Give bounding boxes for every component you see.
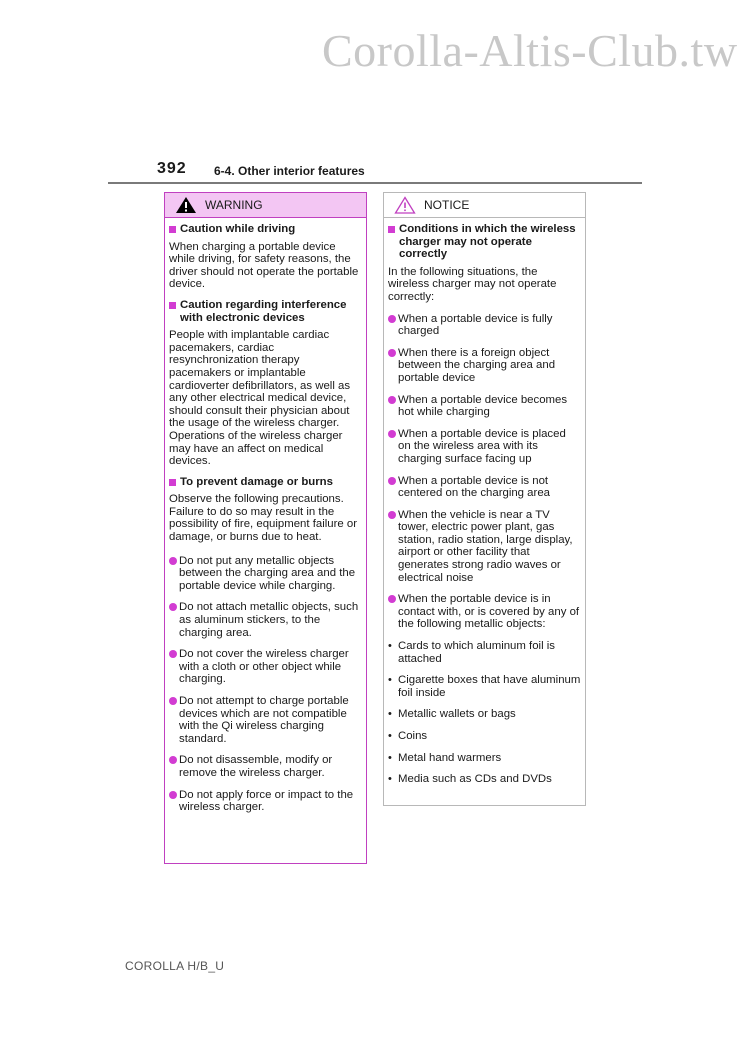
notice-intro: In the following situations, the wireless charger may not operate correctly: — [388, 265, 557, 303]
watermark: Corolla-Altis-Club.tw — [322, 25, 738, 76]
dot-bullet-icon — [388, 396, 396, 404]
warning-label: WARNING — [205, 198, 263, 212]
list-item: When the portable device is in contact with, or is covered by any of the following metallic objects: — [388, 593, 581, 631]
list-item: When the vehicle is near a TV tower, electric power plant, gas station, radio station, large display, airport or other facility that generates strong radio waves or electrical noise — [388, 509, 581, 585]
notice-triangle-icon — [394, 196, 416, 214]
warning-box — [164, 192, 367, 864]
sub-list-item: • Media such as CDs and DVDs — [388, 773, 552, 786]
sub-list-item: • Coins — [388, 730, 428, 742]
notice-subheading: Conditions in which the wireless charger may not operate correctly — [388, 223, 581, 261]
warning-paragraph: Observe the following precautions. — [169, 493, 344, 506]
notice-box — [383, 192, 586, 806]
dot-bullet-icon — [169, 557, 177, 565]
small-dot-bullet-icon: • — [388, 751, 392, 764]
square-bullet-icon — [169, 302, 176, 309]
warning-paragraph: Failure to do so may result in the possibility of fire, equipment failure or damage, or burns due to heat. — [169, 505, 358, 544]
dot-bullet-icon — [388, 315, 396, 323]
small-dot-bullet-icon: • — [388, 708, 392, 721]
notice-header — [384, 193, 585, 218]
dot-bullet-icon — [388, 477, 396, 485]
square-bullet-icon — [388, 226, 395, 233]
sub-list-item: • Cigarette boxes that have aluminum foil inside — [388, 674, 581, 699]
list-item: Do not cover the wireless charger with a cloth or other object while charging. — [169, 648, 362, 686]
warning-triangle-icon — [175, 196, 197, 214]
warning-paragraph: Operations of the wireless charger may have an affect on medical devices. — [169, 429, 343, 468]
dot-bullet-icon — [169, 603, 177, 611]
section-title: 6-4. Other interior features — [214, 164, 365, 178]
list-item: Do not attach metallic objects, such as aluminum stickers, to the charging area. — [169, 601, 362, 639]
list-item: Do not attempt to charge portable devices which are not compatible with the Qi wireless charging standard. — [169, 695, 362, 745]
warning-subheading: Caution while driving — [169, 223, 362, 236]
square-bullet-icon — [169, 226, 176, 233]
list-item: When a portable device is not centered on the charging area — [388, 475, 581, 500]
sub-list-item: • Metallic wallets or bags — [388, 708, 516, 721]
warning-header — [165, 193, 366, 218]
small-dot-bullet-icon: • — [388, 730, 392, 742]
dot-bullet-icon — [169, 756, 177, 764]
sub-list-item: • Metal hand warmers — [388, 751, 502, 764]
list-item: When a portable device is placed on the wireless area with its charging surface facing up — [388, 428, 581, 466]
dot-bullet-icon — [169, 791, 177, 799]
square-bullet-icon — [169, 479, 176, 486]
dot-bullet-icon — [388, 595, 396, 603]
dot-bullet-icon — [388, 349, 396, 357]
dot-bullet-icon — [169, 697, 177, 705]
warning-body — [165, 218, 366, 814]
warning-paragraph: When charging a portable device while driving, for safety reasons, the driver should not operate the portable device. — [169, 240, 359, 291]
list-item: When a portable device becomes hot while charging — [388, 394, 581, 419]
small-dot-bullet-icon: • — [388, 674, 392, 687]
footer-model-code: COROLLA H/B_U — [125, 959, 225, 973]
warning-subheading: To prevent damage or burns — [169, 476, 362, 489]
dot-bullet-icon — [388, 511, 396, 519]
notice-label: NOTICE — [424, 198, 470, 212]
warning-subheading: Caution regarding interference with electronic devices — [169, 299, 362, 324]
list-item: Do not apply force or impact to the wireless charger. — [169, 789, 362, 814]
dot-bullet-icon — [169, 650, 177, 658]
list-item: Do not disassemble, modify or remove the wireless charger. — [169, 754, 362, 779]
warning-paragraph: People with implantable cardiac pacemakers, cardiac resynchronization therapy pacemakers or implantable cardioverter defibrillators, as well as any other electrical medical device, should consult their physician about the usage of the wireless charger. — [169, 329, 351, 430]
notice-body — [384, 218, 585, 786]
list-item: When a portable device is fully charged — [388, 313, 581, 338]
dot-bullet-icon — [388, 430, 396, 438]
header-rule — [108, 182, 642, 184]
list-item: Do not put any metallic objects between the charging area and the portable device while charging. — [169, 555, 362, 593]
small-dot-bullet-icon: • — [388, 773, 392, 786]
sub-list-item: • Cards to which aluminum foil is attached — [388, 640, 555, 665]
list-item: When there is a foreign object between the charging area and portable device — [388, 347, 581, 385]
small-dot-bullet-icon: • — [388, 640, 392, 653]
page-number: 392 — [157, 160, 187, 177]
